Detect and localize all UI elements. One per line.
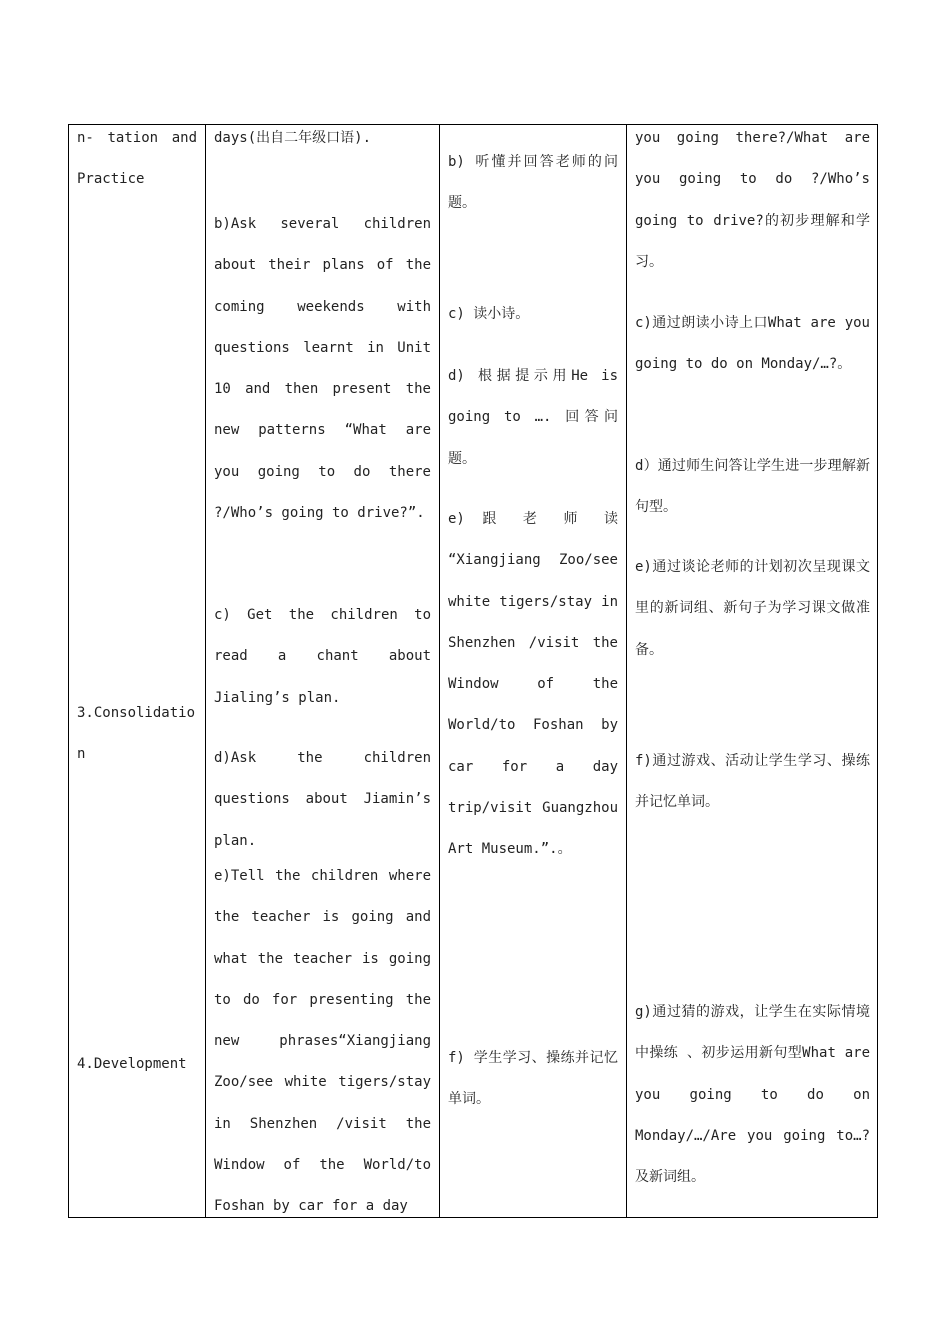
student-activity-d: d) 根据提示用He is going to …. 回答问题。: [448, 368, 618, 467]
stage-presentation-practice: n- tation and Practice: [77, 130, 197, 188]
purpose-g: g)通过猜的游戏，让学生在实际情境中操练 、初步运用新句型What are you going to do on Monday/…/Are you going to…?及新词组。: [635, 1004, 870, 1186]
teacher-activity-b: b)Ask several children about their plans of the coming weekends with questions learnt in Unit 10 and then present the new patterns “What are you going to do there ?/Who’s going to drive?”.: [214, 216, 431, 522]
teacher-activity-days: days(出自二年级口语).: [214, 130, 372, 146]
stage-column: [69, 125, 205, 1217]
purpose-e: e)通过谈论老师的计划初次呈现课文里的新词组、新句子为学习课文做准备。: [635, 559, 870, 658]
purpose-f: f)通过游戏、活动让学生学习、操练并记忆单词。: [635, 753, 870, 811]
teacher-activity-c: c) Get the children to read a chant about Jialing’s plan.: [214, 607, 431, 706]
stage-development: 4.Development: [77, 1056, 187, 1072]
student-activities-column: [440, 125, 626, 1217]
student-activity-e: e) 跟 老 师 读 “Xiangjiang Zoo/see white tigers/stay in Shenzhen /visit the Window of the World/to Foshan by car for a day trip/visit Guangzhou Art Museum.”.。: [448, 511, 618, 858]
student-activity-b: b) 听懂并回答老师的问题。: [448, 154, 618, 212]
purpose-d: d）通过师生问答让学生进一步理解新句型。: [635, 458, 870, 516]
purpose-c: c)通过朗读小诗上口What are you going to do on Monday/…?。: [635, 315, 870, 373]
purpose-column: [627, 125, 878, 1217]
teacher-activities-column: [206, 125, 439, 1217]
purpose-b: you going there?/What are you going to do ?/Who’s going to drive?的初步理解和学习。: [635, 130, 870, 270]
student-activity-c: c) 读小诗。: [448, 306, 530, 322]
teacher-activity-d: d)Ask the children questions about Jiamin’s plan.: [214, 750, 431, 849]
student-activity-f: f) 学生学习、操练并记忆单词。: [448, 1050, 618, 1108]
lesson-plan-table: [68, 124, 878, 1218]
stage-consolidation: 3.Consolidation: [77, 705, 196, 763]
teacher-activity-e: e)Tell the children where the teacher is going and what the teacher is going to do for presenting the new phrases“Xiangjiang Zoo/see white tigers/stay in Shenzhen /visit the Window of the World/to Foshan by car for a day: [214, 868, 431, 1215]
